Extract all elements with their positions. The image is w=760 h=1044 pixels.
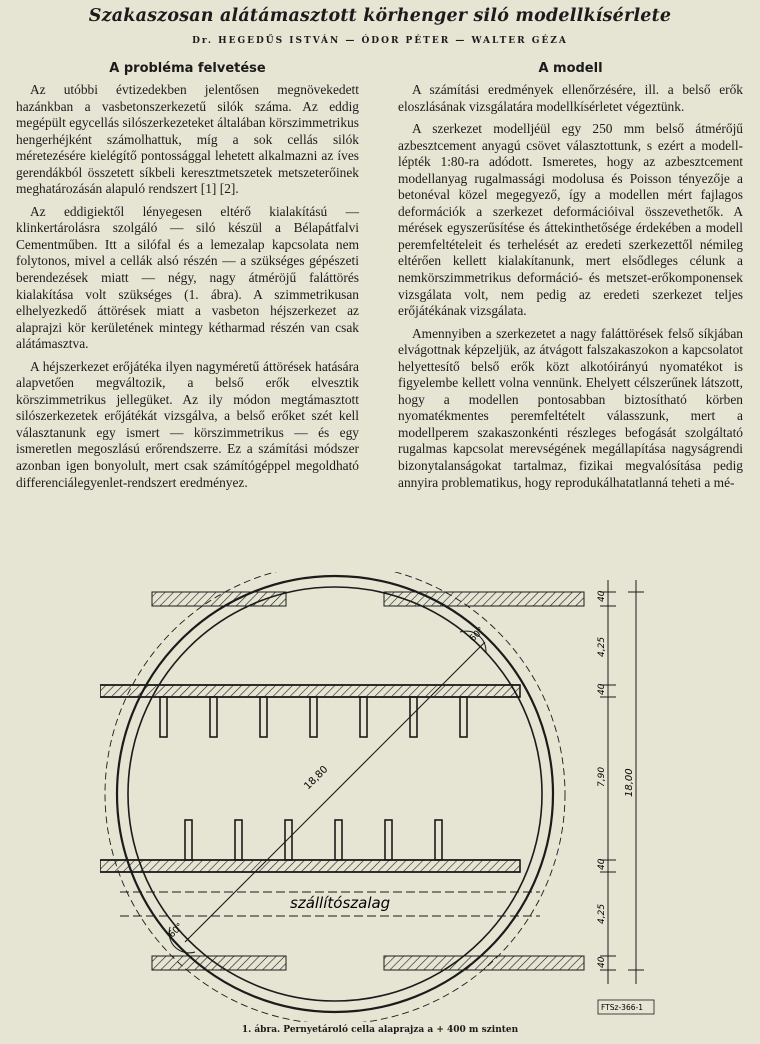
lower-beam (100, 820, 520, 872)
floor-plan-figure (100, 572, 660, 1022)
hatched-wall-top (152, 592, 286, 606)
paragraph: Amennyiben a szerkezetet a nagy faláttörések felső síkjában elvágottnak képzeljük, az átvágott falszakaszokon a kapcsolatot helyettesítő belső erők közt alkotóirányú nyomatékot is figyelembe kellett volna vennünk. Ehelyett célszerűnek látszott, hogy a modellen pontosabban biztosítható körben nyomatékmentes peremfeltételt válasszunk, mert a modellperem szakaszonkénti részleges befogását szolgáltató rugalmas kapcsolat merevségének megállapítása nagyságrendi bizonytalanságokat tartalmaz, fizikai megvalósítása pedig annyira problematikus, hogy reprodukálhatatlanná teheti a mé- (398, 325, 743, 490)
silo-outer-wall (117, 576, 553, 1012)
dim-label: 7,90 (597, 766, 607, 787)
silo-inner-wall (128, 587, 542, 1001)
article-authors: Dr. HEGEDŰS ISTVÁN — ÓDOR PÉTER — WALTER GÉZA (192, 36, 568, 46)
diagonal-dimension-label: 18,80 (302, 764, 331, 793)
paragraph: Az eddigiektől lényegesen eltérő kialakítású — klinkertárolásra szolgáló — siló készül a Bélapátfalvi Cementműben. Itt a silófal és a lemezalap kapcsolata nem folytonos, mivel a cellák alsó részén — a szükséges gépészeti berendezések miatt — négy, nagy átméröjű faláttörés kialakítása volt szükséges (1. ábra). A szimmetrikusan elhelyezkedő áttörések miatt a vasbeton héjszerkezet az alaprajzi kör kerületének mintegy kétharmad részén van csak alátámasztva. (16, 203, 359, 352)
dim-label: 40 (597, 956, 607, 968)
section-heading-model: A modell (538, 61, 603, 76)
paragraph: A számítási eredmények ellenőrzésére, ill. a belső erők eloszlásának vizsgálatára modellkísérletet végeztünk. (398, 82, 743, 114)
paragraph: A héjszerkezet erőjátéka ilyen nagyméretű áttörések hatására alapvetően megváltozik, a belső erők elvesztik körszimmetrikus jellegüket. Az ily módon megtámasztott silószerkezetek erőjátékát vizsgálva, a belső erőket szét kell választanunk egy ismert — körszimmetrikus — és egy ismeretlen megoszlású erőrendszerre. Ez a számítási módszer azonban igen bonyolult, mert csak számítógéppel megoldható differenciálegyenlet-rendszert eredményez. (16, 358, 359, 490)
hatched-wall-bottom (384, 956, 584, 970)
angle-label-top: 60° (468, 625, 487, 645)
overall-dim-label: 18,00 (624, 768, 635, 797)
conveyor-label: szállítószalag (290, 894, 391, 912)
dim-label: 40 (597, 683, 607, 695)
dim-label: 40 (597, 590, 607, 602)
ref-code: FTSz-366-1 (601, 1003, 643, 1012)
right-column (398, 60, 743, 497)
paragraph: Az utóbbi évtizedekben jelentősen megnövekedett hazánkban a vasbetonszerkezetű silók száma. Az eddig megépült egycellás silószerkezeteket általában körszimmetrikus hengerhéjként számolhattuk, míg a sok cellás silók méretezésére kielégítő pontossággal lehetett alkalmazni az íves gerendákból összetett síkbeli keresztmetszetek metszeterőinek meghatározásán alapuló rendszert [1] [2]. (16, 82, 359, 197)
upper-beam (100, 685, 520, 737)
left-column (16, 60, 359, 497)
silo-dashed-ring (105, 572, 565, 1022)
angle-label-bottom: 60° (167, 921, 186, 941)
paragraph: A szerkezet modelljéül egy 250 mm belső átmérőjű azbesztcement anyagú csövet választottunk, s ezért a modell-lépték 1:80-ra adódott. Ismeretes, hogy az azbesztcement modellanyag rugalmassági modolusa és Poisson tényezője a betonéval közel megegyező, így a modellen mért fajlagos deformációk a szerkezet deformációival összevethetők. A mérések egyszerűsítése és áttekinthetősége érdekében a modell peremfeltételeit és terhelését az eredeti szerkezettől némileg eltérően kellett kialakítanunk, mert elsődleges célunk a nemkörszimmetrikus deformáció- és metszet-erőkomponensek vizsgálata volt, nem pedig az eredeti szerkezet teljes erőjátékának vizsgálata. (398, 121, 743, 319)
article-title: Szakaszosan alátámasztott körhenger siló modellkísérlete (88, 6, 672, 26)
dim-label: 4,25 (597, 903, 607, 924)
hatched-wall-top (384, 592, 584, 606)
section-heading-problem: A probléma felvetése (109, 61, 266, 76)
dim-label: 40 (597, 858, 607, 870)
figure-caption: 1. ábra. Pernyetároló cella alaprajza a + 400 m szinten (241, 1025, 519, 1035)
dim-label: 4,25 (597, 636, 607, 657)
hatched-wall-bottom (152, 956, 286, 970)
